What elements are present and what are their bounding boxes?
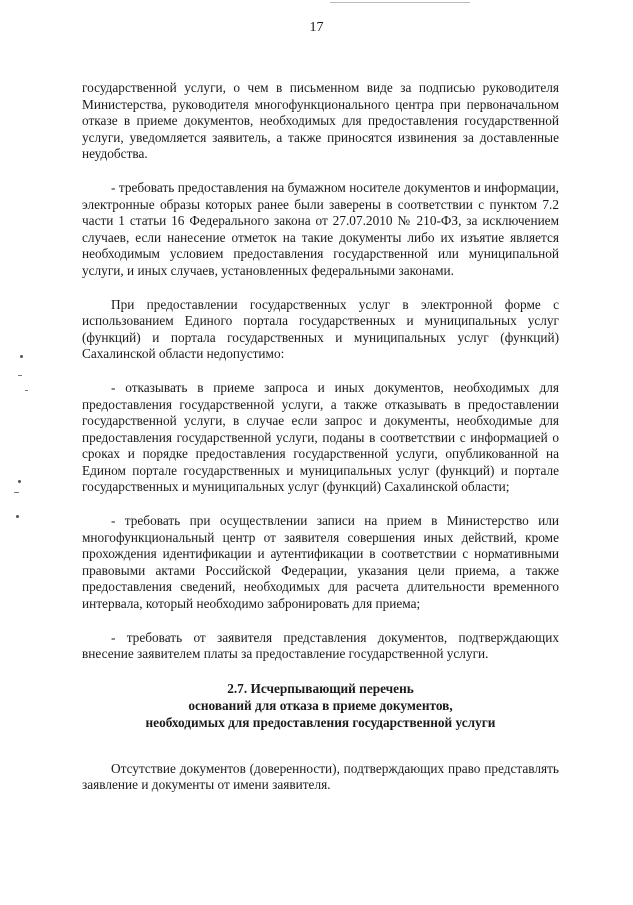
section-heading-line-1: 2.7. Исчерпывающий перечень [227, 680, 414, 696]
scan-artifact-dot [20, 355, 23, 358]
scan-artifact-dot [16, 515, 19, 518]
scan-artifact-dash [14, 492, 19, 493]
paragraph-missing-documents: Отсутствие документов (доверенности), подтверждающих право представлять заявление и документы от имени заявителя. [82, 760, 559, 793]
paragraph-payment: - требовать от заявителя представления документов, подтверждающих внесение заявителем платы за предоставление государственной услуги. [82, 629, 559, 662]
scan-edge-line [330, 2, 470, 3]
scan-artifact-dash [18, 375, 22, 376]
scan-artifact-dot [18, 480, 21, 483]
section-heading-line-2: оснований для отказа в приеме документов, [188, 697, 453, 713]
section-heading-line-3: необходимых для предоставления государственной услуги [145, 714, 496, 730]
scan-artifact-dash [25, 390, 28, 391]
page-number: 17 [309, 20, 324, 35]
paragraph-appointment: - требовать при осуществлении записи на прием в Министерство или многофункциональный центр от заявителя совершения иных действий, кроме прохождения идентификации и аутентификации в соответствии с нормативными правовыми актами Российской Федерации, указания цели приема, а также предоставления сведений, необходимых для расчета длительности временного интервала, который необходимо забронировать для приема; [82, 513, 559, 612]
paragraph-paper-documents: - требовать предоставления на бумажном носителе документов и информации, электронные образы которых ранее были заверены в соответствии с пунктом 7.2 части 1 статьи 16 Федерального закона от 27.07.2010 № 210-ФЗ, за исключением случаев, если нанесение отметок на такие документы либо их изъятие является необходимым условием предоставления государственной или муниципальной услуги, и иных случаев, установленных федеральными законами. [82, 179, 559, 278]
document-body [82, 80, 559, 794]
paragraph-electronic-form: При предоставлении государственных услуг в электронной форме с использованием Единого портала государственных и муниципальных услуг (функций) и портала государственных и муниципальных услуг (функций) Сахалинской области недопустимо: [82, 296, 559, 362]
paragraph-continuation: государственной услуги, о чем в письменном виде за подписью руководителя Министерства, руководителя многофункционального центра при первоначальном отказе в приеме документов, необходимых для предоставления государственной услуги, уведомляется заявитель, а также приносятся извинения за доставленные неудобства. [82, 80, 559, 162]
paragraph-refuse-request: - отказывать в приеме запроса и иных документов, необходимых для предоставления государственной услуги, а также отказывать в предоставлении государственной услуги, в случае если запрос и документы, необходимые для предоставления государственной услуги, поданы в соответствии с информацией о сроках и порядке предоставления государственной услуги, опубликованной на Едином портале государственных и муниципальных услуг (функций) и портале государственных и муниципальных услуг (функций) Сахалинской области; [82, 379, 559, 495]
